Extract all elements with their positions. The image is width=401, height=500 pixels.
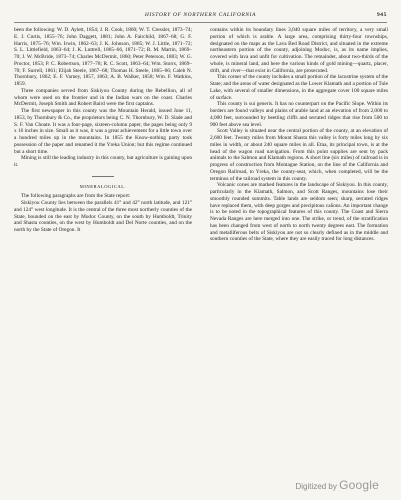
digitized-watermark bbox=[296, 478, 380, 492]
left-column bbox=[14, 27, 192, 234]
paragraph: Volcanic cones are marked features in the landscape of Siskiyou. In this county, particularly in the Klamath, Salmon, and Scott Ranges, mountains lose their smoothly rounded summits. Table lands are seldom seen; sharp, serrated ridges have replaced them, with deep gorges and precipitous cañons. An important change is to be noted in the topographical features of this county. The Coast and Sierra Nevada Ranges are here merged into one. The strike, or trend, of the stratification has been changed from west of north to north twenty degrees east. The formation and metalliferous belts of Siskiyou are not so clearly defined as in the middle and southern counties of the State, where they are easily traced for long distances. bbox=[210, 182, 388, 243]
paragraph: The first newspaper in this county was the Mountain Herald, issued June 11, 1853, by Thornbury & Co., the proprietors being C. N. Thornbury, W. D. Slade and S. F. Van Choate. It was a four-page, sixteen-column paper, the pages being only 9 x 16 inches in size. Small as it was, it was a great achievement for a little town over a hundred miles up in the mountains. In 1855 the Know-nothing party took possession of the paper and renamed it the Yreka Union; but this regime continued but a short time. bbox=[14, 108, 192, 155]
section-divider bbox=[14, 173, 192, 180]
page-number: 945 bbox=[376, 12, 387, 18]
page-header bbox=[14, 12, 387, 22]
paragraph: Scott Valley is situated near the central portion of the county, at an elevation of 2,600 feet. Twenty miles from Mount Shasta this valley is forty miles long by six miles in width, or about 240 square miles in all. Etna, its principal town, is at the head of the wagon road navigation. From this point supplies are sent by pack animals to the Salmon and Klamath regions. A short line (six miles) of railroad is in progress of construction from Montague Station, on the line of the California and Oregon Railroad, to Yreka, the county-seat, which, when completed, will be the terminus of the railroad system in this county. bbox=[210, 128, 388, 182]
paragraph: This corner of the county includes a small portion of the lacustrine system of the State; and the areas of water designated as the Lower Klamath and a portion of Tule Lake, with several of smaller dimensions, in the aggregate cover 100 square miles of surface. bbox=[210, 74, 388, 101]
paragraph: This county is sui generis. It has no counterpart on the Pacific Slope. Within its borders are found valleys and plains of arable land at an elevation of from 2,000 to 4,000 feet, surrounded by beetling cliffs and serrated ridges that rise from 500 to 900 feet above sea level. bbox=[210, 101, 388, 128]
paragraph: Three companies served from Siskiyou County during the Rebellion, all of whom were used on the frontier and in the Indian wars on the coast. Charles McDermit, Joseph Smith and Robert Baird were the first captains. bbox=[14, 87, 192, 108]
section-heading: MINERALOGICAL. bbox=[79, 183, 127, 189]
paragraph: contains within its boundary lines 3,040 square miles of territory, a very small portion of which is arable. A large area, comprising thirty-four townships, designated on the maps as the Lava Bed Road District, and situated in the extreme northeastern portion of the county, adjoining Modoc, is, as its name implies, covered with lava and unfit for cultivation. The remainder, about two-thirds of the whole, is mineral land, and here the various kinds of gold mining—quartz, placer, drift, and river—that exist in California, are prosecuted. bbox=[210, 27, 388, 74]
paragraph: The following paragraphs are from the State report: bbox=[21, 193, 131, 200]
paragraph: been the following: W. D. Aylett, 1854; J. R. Cook, 1860; W. T. Cressler, 1873–74; E. J. Curtis, 1855–76; John Daggett, 1881; John A. Fairchild, 1867–68; G. F. Harris, 1875–76; Wm. Irwin, 1862–63; J. K. Johnson, 1885; W. J. Little, 1871–72; S. L. Littlefield, 1863–64; J. K. Luttrell, 1865–66, 1871–72; R. M. Martin, 1869–70; J. W. McBride, 1873–74; Charles McDermit, 1860; Peter Peterson, 1883; W. G. Proctor, 1853; P. C. Robertson, 1877–78; R. C. Scott, 1863–64; Wm. Storrs, 1869–70; F. Surrell, 1861; Elijah Steele, 1867–68; Thomas H. Steele, 1865–66; Caleb N. Thornbury, 1862; E. F. Varney, 1857, 1863; A. B. Walker, 1858; Wm. F. Watkins, 1859. bbox=[14, 27, 192, 87]
digitized-by-text: Digitized by bbox=[295, 482, 337, 491]
header-rule bbox=[14, 22, 387, 23]
paragraph: Siskiyou County lies between the parallels 41° and 42° north latitude, and 121° and 124° west longitude. It is the central of the three most northerly counties of the State, bounded on the east by Modoc County, on the south by Humboldt, Trinity and Shasta counties, on the west by Humboldt and Del Norte counties, and on the north by the State of Oregon. It bbox=[14, 200, 192, 233]
right-column bbox=[210, 27, 388, 243]
running-title: HISTORY OF NORTHERN CALIFORNIA bbox=[144, 12, 257, 18]
paragraph: Mining is still the leading industry in this county, but agriculture is gaining upon it. bbox=[14, 155, 192, 168]
google-logo: Google bbox=[339, 478, 379, 492]
